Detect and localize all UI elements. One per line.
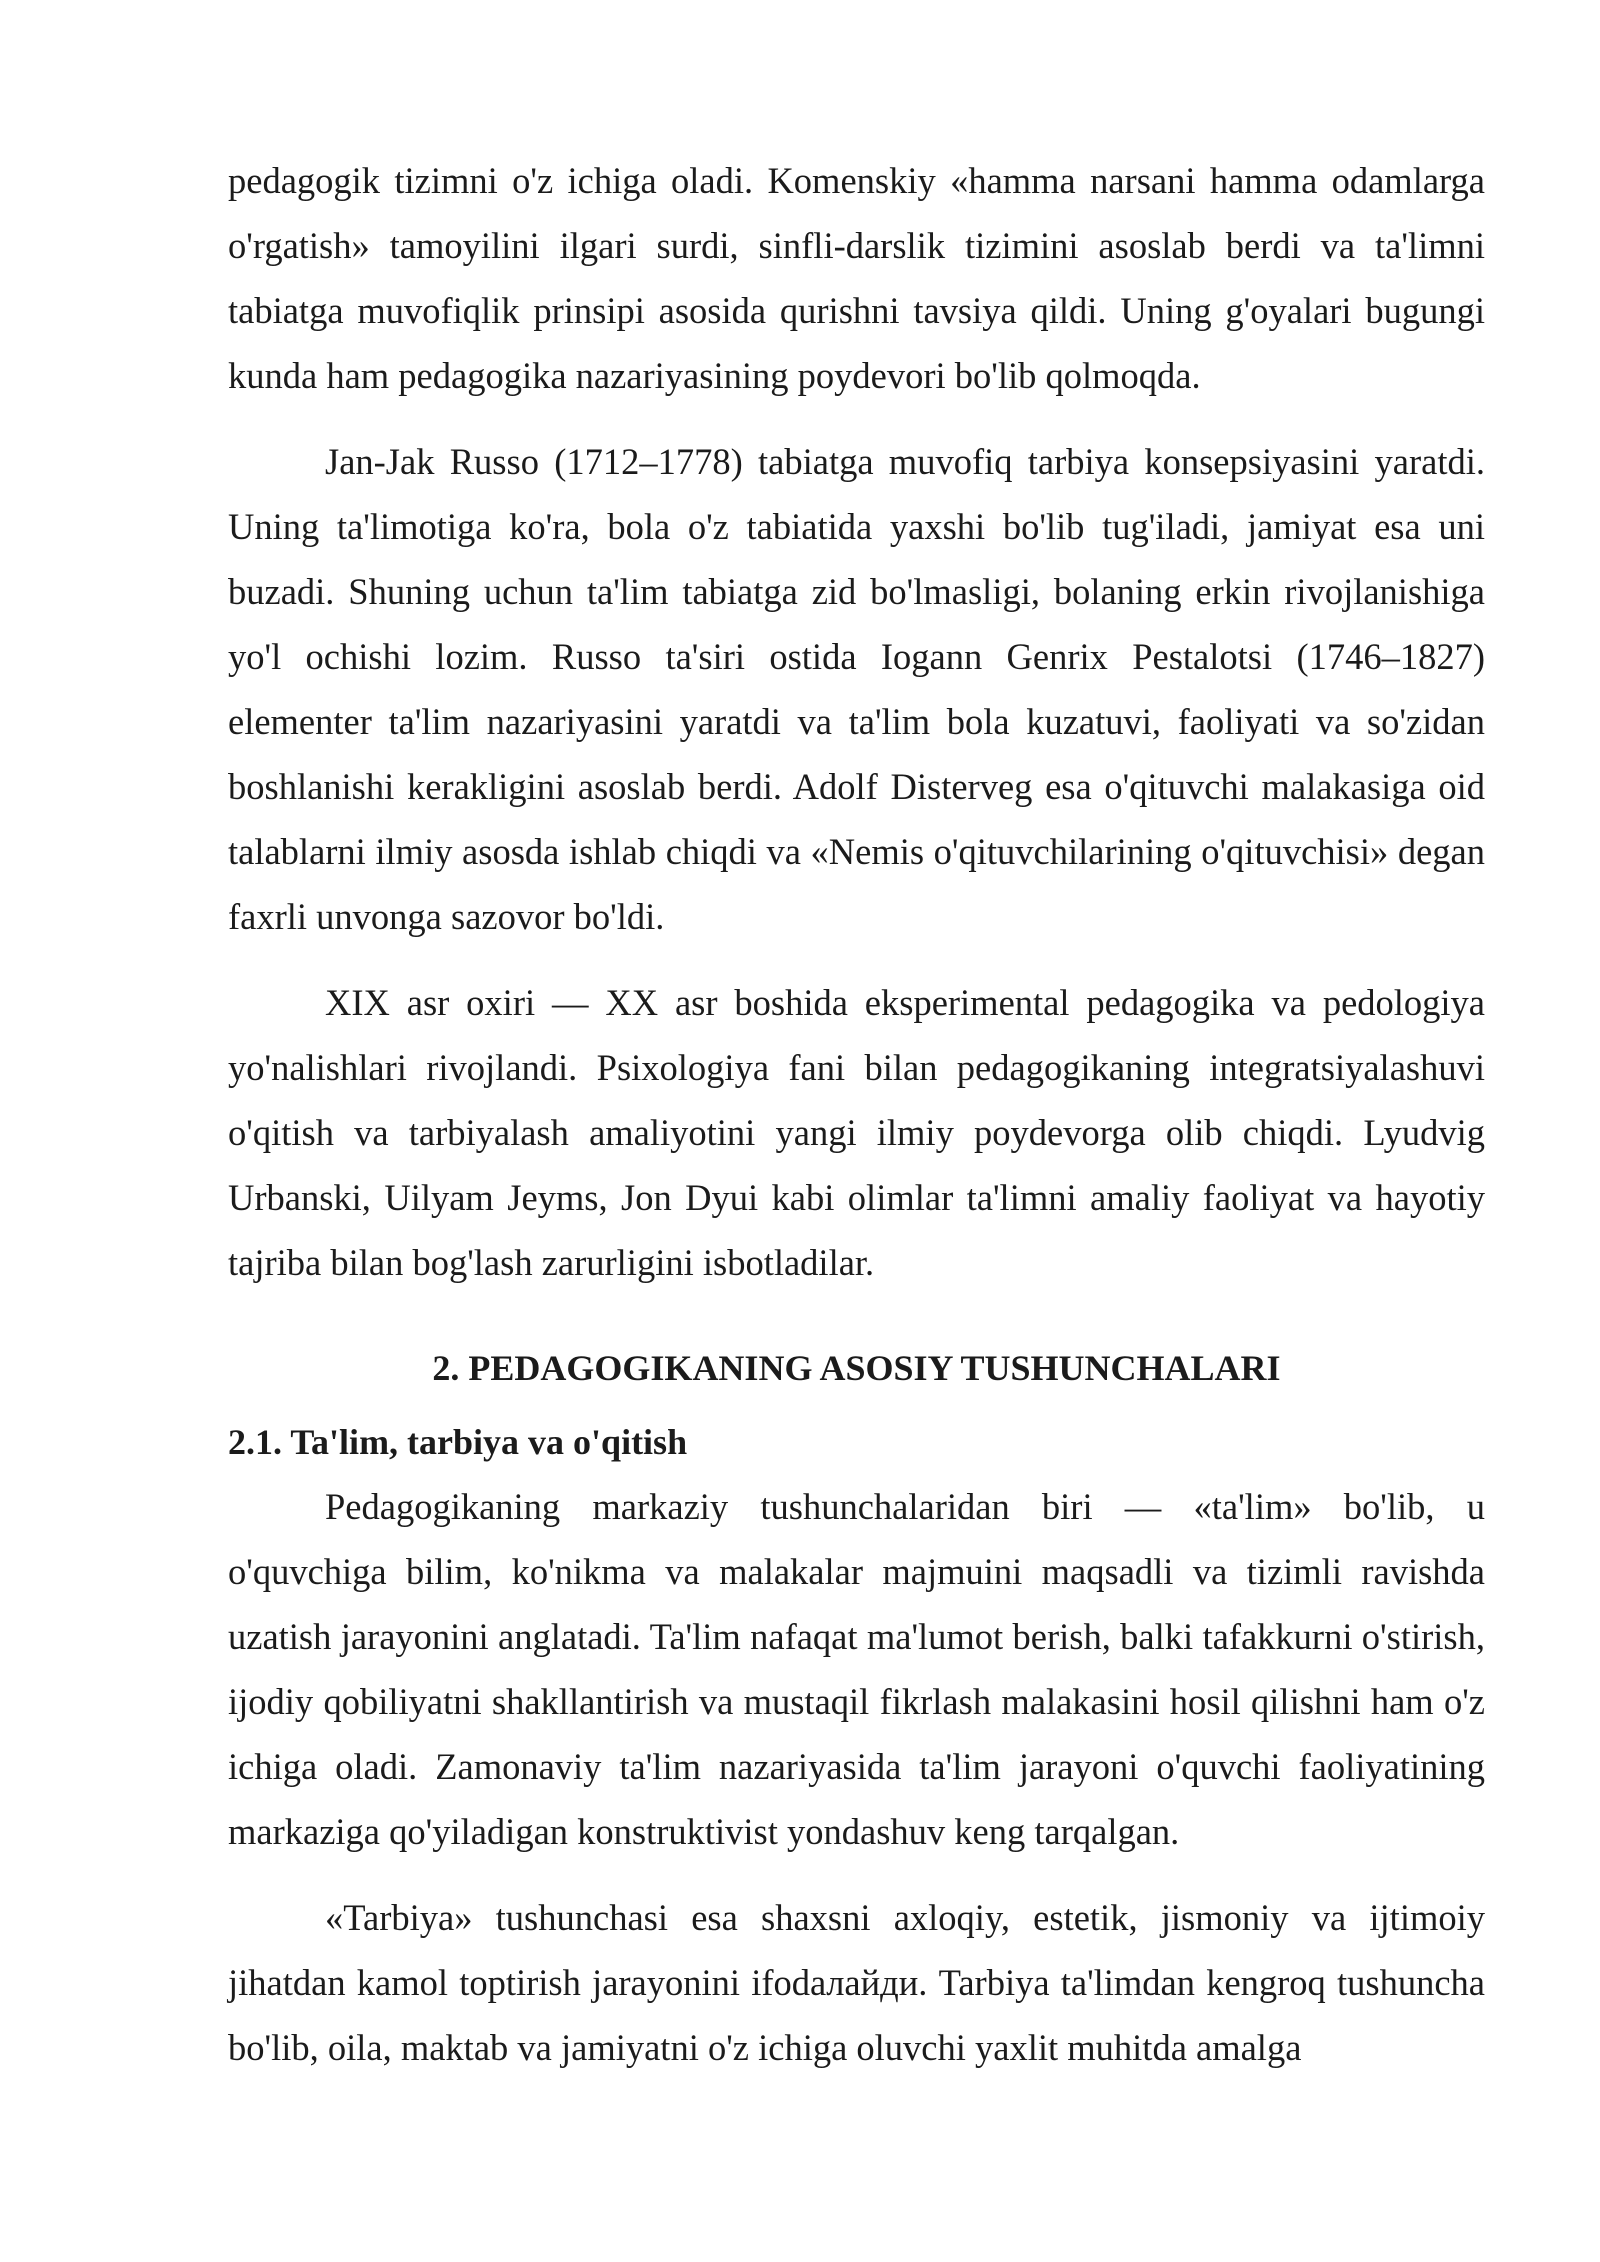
- subsection-heading: 2.1. Ta'lim, tarbiya va o'qitish: [228, 1422, 688, 1462]
- paragraph-russo: Jan-Jak Russo (1712–1778) tabiatga muvofiq tarbiya konsepsiyasini yaratdi. Uning ta'limotiga ko'ra, bola o'z tabiatida yaxshi bo'lib tug'iladi, jamiyat esa uni buzadi. Shuning uchun ta'lim tabiatga zid bo'lmasligi, bolaning erkin rivojlanishiga yo'l ochishi lozim. Russo ta'siri ostida Iogann Genrix Pestalotsi (1746–1827) elementer ta'lim nazariyasini yaratdi va ta'lim bola kuzatuvi, faoliyati va so'zidan boshlanishi kerakligini asoslab berdi. Adolf Disterveg esa o'qituvchi malakasiga oid talablarni ilmiy asosda ishlab chiqdi va «Nemis o'qituvchilarining o'qituvchisi» degan faxrli unvonga sazovor bo'ldi.: [228, 441, 1485, 937]
- paragraph-komenskiy: pedagogik tizimni o'z ichiga oladi. Komenskiy «hamma narsani hamma odamlarga o'rgatish» tamoyilini ilgari surdi, sinfli-darslik tizimini asoslab berdi va ta'limni tabiatga muvofiqlik prinsipi asosida qurishni tavsiya qildi. Uning g'oyalari bugungi kunda ham pedagogika nazariyasining poydevori bo'lib qolmoqda.: [228, 160, 1485, 396]
- paragraph-experimental-pedagogy: XIX asr oxiri — XX asr boshida eksperimental pedagogika va pedologiya yo'nalishlari rivojlandi. Psixologiya fani bilan pedagogikaning integratsiyalashuvi o'qitish va tarbiyalash amaliyotini yangi ilmiy poydevorga olib chiqdi. Lyudvig Urbanski, Uilyam Jeyms, Jon Dyui kabi olimlar ta'limni amaliy faoliyat va hayotiy tajriba bilan bog'lash zarurligini isbotladilar.: [228, 982, 1485, 1283]
- paragraph-talim: Pedagogikaning markaziy tushunchalaridan biri — «ta'lim» bo'lib, u o'quvchiga bilim, ko'nikma va malakalar majmuini maqsadli va tizimli ravishda uzatish jarayonini anglatadi. Ta'lim nafaqat ma'lumot berish, balki tafakkurni o'stirish, ijodiy qobiliyatni shakllantirish va mustaqil fikrlash malakasini hosil qilishni ham o'z ichiga oladi. Zamonaviy ta'lim nazariyasida ta'lim jarayoni o'quvchi faoliyatining markaziga qo'yiladigan konstruktivist yondashuv keng tarqalgan.: [228, 1486, 1485, 1852]
- section-heading: 2. PEDAGOGIKANING ASOSIY TUSHUNCHALARI: [432, 1348, 1281, 1388]
- paragraph-tarbiya: «Tarbiya» tushunchasi esa shaxsni axloqiy, estetik, jismoniy va ijtimoiy jihatdan kamol toptirish jarayonini ifodaлайди. Tarbiya ta'limdan kengroq tushuncha bo'lib, oila, maktab va jamiyatni o'z ichiga oluvchi yaxlit muhitda amalga: [228, 1897, 1485, 2068]
- document-page: [228, 148, 1485, 2080]
